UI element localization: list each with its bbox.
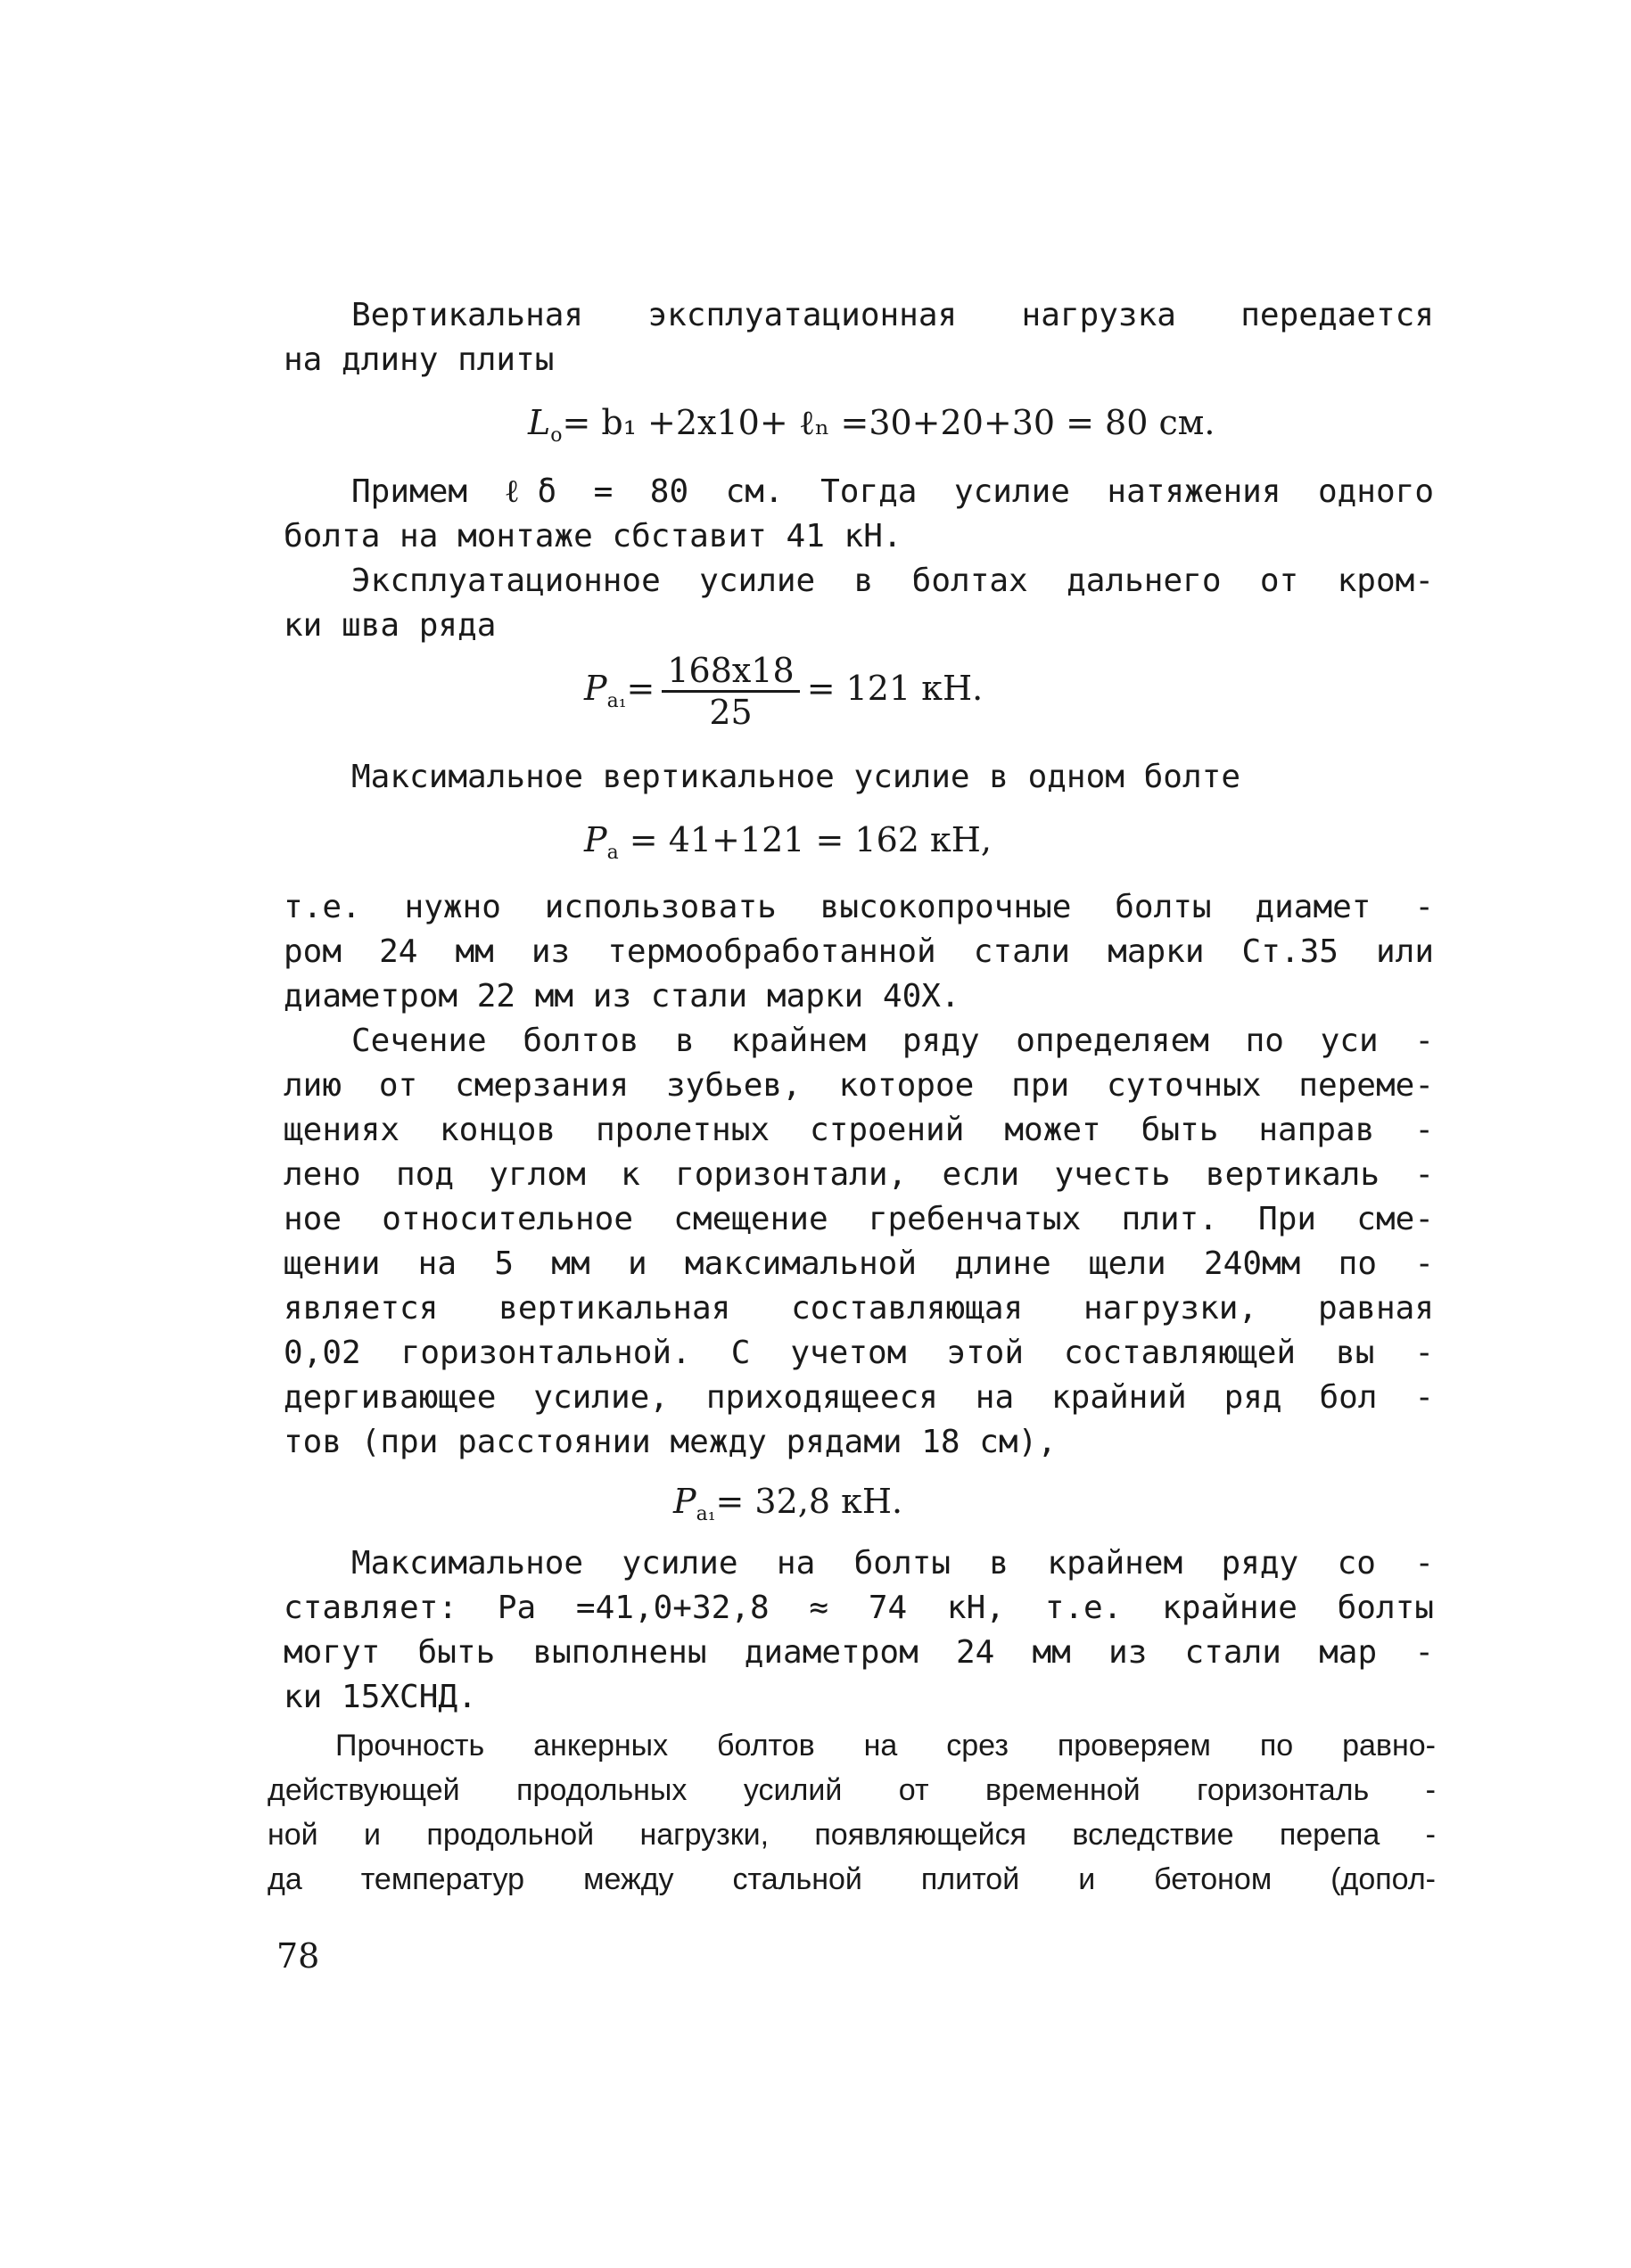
paragraph-6-line-6: щении на 5 мм и максимальной длине щели 240мм по -: [284, 1245, 1434, 1282]
paragraph-8-line-1: Прочность анкерных болтов на срез проверяем по равно-: [335, 1729, 1436, 1763]
paragraph-3-line-2: ки шва ряда: [284, 607, 497, 644]
paragraph-8-line-2: действующей продольных усилий от временной горизонталь -: [268, 1773, 1436, 1807]
paragraph-6-line-10: тов (при расстоянии между рядами 18 см),: [284, 1424, 1057, 1460]
formula-plate-length: [528, 401, 1215, 457]
paragraph-4-line-1: Максимальное вертикальное усилие в одном болте: [351, 759, 1240, 795]
formula-2-denominator: 25: [709, 693, 753, 732]
formula-3-variable: P: [584, 820, 607, 859]
paragraph-6-line-7: является вертикальная составляющая нагрузки, равная: [284, 1290, 1434, 1327]
paragraph-2-line-1: Примем ℓδ = 80 см. Тогда усилие натяжения одного: [351, 473, 1434, 510]
paragraph-6-line-9: дергивающее усилие, приходящееся на крайний ряд бол -: [284, 1379, 1434, 1416]
paragraph-7-line-3: могут быть выполнены диаметром 24 мм из стали мар -: [284, 1634, 1434, 1671]
paragraph-6-line-5: ное относительное смещение гребенчатых плит. При сме-: [284, 1201, 1434, 1237]
formula-2-variable: P: [584, 669, 607, 708]
paragraph-1-line-1: Вертикальная эксплуатационная нагрузка передается: [351, 297, 1434, 333]
formula-3-expression: = 41+121 = 162 кН,: [618, 820, 992, 859]
formula-1-expression: = b₁ +2x10+ ℓₙ =30+20+30 = 80 см.: [562, 403, 1215, 442]
paragraph-8-line-4: да температур между стальной плитой и бетоном (допол-: [268, 1862, 1436, 1896]
formula-4-variable: P: [673, 1482, 696, 1521]
formula-2-fraction: [662, 651, 799, 732]
paragraph-3-line-1: Эксплуатационное усилие в болтах дальнего от кром-: [351, 563, 1434, 599]
paragraph-5-line-3: диаметром 22 мм из стали марки 40Х.: [284, 978, 960, 1015]
formula-2-result: = 121 кН.: [806, 669, 984, 708]
formula-2-subscript: a₁: [606, 690, 627, 712]
paragraph-7-line-1: Максимальное усилие на болты в крайнем ряду со -: [351, 1545, 1434, 1582]
formula-2-equals: =: [626, 669, 655, 708]
formula-max-vertical-force: [584, 818, 992, 875]
formula-1-variable: L: [528, 403, 551, 442]
formula-3-subscript: a: [606, 842, 619, 864]
paragraph-6-line-1: Сечение болтов в крайнем ряду определяем по уси -: [351, 1023, 1434, 1059]
formula-operational-force: [584, 651, 983, 732]
paragraph-6-line-4: лено под углом к горизонтали, если учесть вертикаль -: [284, 1156, 1434, 1193]
paragraph-8-line-3: ной и продольной нагрузки, появляющейся вследствие перепа -: [268, 1818, 1436, 1852]
paragraph-5-line-1: т.е. нужно использовать высокопрочные болты диамет -: [284, 889, 1434, 925]
paragraph-1-line-2: на длину плиты: [284, 341, 555, 378]
formula-4-expression: = 32,8 кН.: [715, 1482, 903, 1521]
paragraph-2-line-2: болта на монтаже сбставит 41 кН.: [284, 518, 902, 555]
formula-4-subscript: a₁: [696, 1503, 716, 1525]
paragraph-7-line-4: ки 15ХСНД.: [284, 1679, 477, 1715]
formula-2-numerator: 168x18: [662, 651, 799, 693]
paragraph-6-line-2: лию от смерзания зубьев, которое при суточных переме-: [284, 1067, 1434, 1104]
paragraph-6-line-3: щениях концов пролетных строений может быть направ -: [284, 1112, 1434, 1148]
page-number: 78: [276, 1936, 320, 1976]
paragraph-6-line-8: 0,02 горизонтальной. С учетом этой составляющей вы -: [284, 1335, 1434, 1371]
paragraph-5-line-2: ром 24 мм из термообработанной стали марки Ст.35 или: [284, 933, 1434, 970]
formula-1-subscript: o: [550, 424, 563, 447]
paragraph-7-line-2: ставляет: Pa =41,0+32,8 ≈ 74 кН, т.е. крайние болты: [284, 1590, 1434, 1626]
formula-pullout-force: [673, 1480, 902, 1536]
